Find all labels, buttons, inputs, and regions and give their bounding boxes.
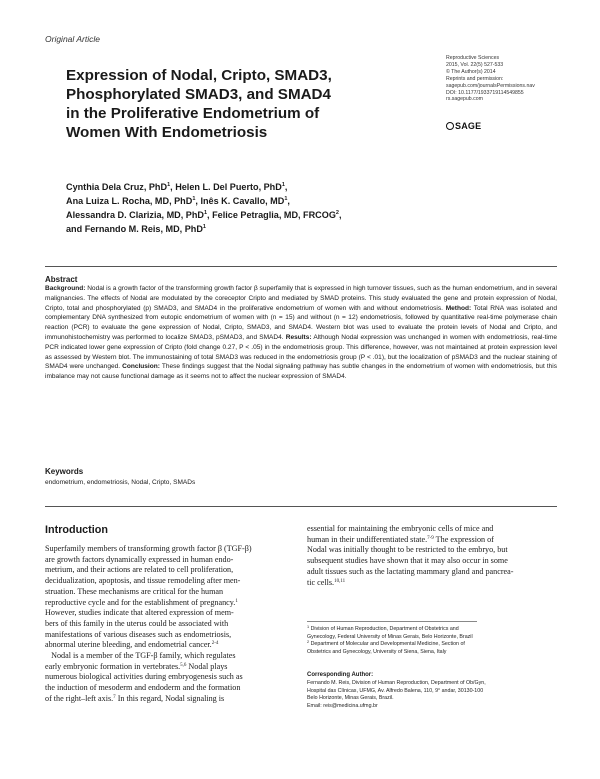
title-line: in the Proliferative Endometrium of [66, 105, 320, 122]
journal-name: Reproductive Sciences [446, 55, 500, 61]
text-line: Nodal is a member of the TGF-β family, which regulates [45, 651, 236, 661]
background-text: Nodal is a growth factor of the transforming growth factor β superfamily that is expressed in high turnover tissues, such as the human endometrium, and in several malignancies. The effects of Nodal are modulated by the coreceptor Cripto and mediated by SMAD proteins. This study evaluated the gene and protein expression of Nodal, Cripto, total and phosphorylated (p) SMAD3, and SMAD4 in the proliferative endometrium of women with and without endometriosis. [45, 285, 557, 312]
text-line: the induction of mesoderm and endoderm and the formation [45, 683, 241, 693]
author-sep: , [207, 210, 213, 220]
affiliation-line: $^2$ Department of Molecular and Developmental Medicine, Section of [307, 640, 465, 648]
title-line: Phosphorylated SMAD3, and SMAD4 [66, 86, 331, 103]
affiliations [307, 626, 559, 657]
corr-line: Hospital das Clínicas, UFMG, Av. Alfredo Balena, 110, 9° andar, 30130-100 [307, 687, 484, 694]
author-name: Cynthia Dela Cruz, PhD [66, 182, 168, 192]
author-line [66, 208, 446, 222]
text-line: Nodal was initially thought to be restricted to the embryo, but [307, 545, 508, 555]
text-line: adult tissues such as the lactating mammary gland and pancrea- [307, 566, 514, 576]
affiliation-line: Gynecology, Federal University of Minas Gerais, Belo Horizonte, Brazil [307, 633, 473, 640]
sage-logo [446, 121, 481, 131]
affiliation-sup: 1 [281, 182, 285, 188]
results-text: Although Nodal expression was unchanged in women with endometriosis, real-time PCR indicated lower gene expression of Cripto (fold change 0.27, P < .05) in the endometriosis group. This difference, however, was not maintained at protein expression level as assessed by Western blot. The immunostaining of total SMAD3 was reduced in the endometriosis group (P < .01), but the localization of pSMAD3 and the nuclear staining of SMAD4 were unchanged. [45, 333, 557, 371]
title-line: Women With Endometriosis [66, 124, 268, 141]
corresponding-author-details [307, 680, 559, 711]
author-sep: , [338, 210, 342, 220]
author-sep: , [287, 196, 290, 206]
text-line: abnormal uterine bleeding, and endometrial cancer.$^{2-4}$ [45, 640, 219, 650]
text-line: manifestations of various diseases such as endometriosis, [45, 629, 232, 639]
author-name: Helen L. Del Puerto, PhD [175, 182, 282, 192]
author-name: Ana Luiza L. Rocha, MD, PhD [66, 196, 193, 206]
text-line: decidualization, apoptosis, and tissue remodeling after men- [45, 576, 241, 586]
results-label: Results: [285, 333, 312, 341]
sage-logo-text: SAGE [455, 121, 482, 131]
text-line: However, studies indicate that altered expression of mem- [45, 608, 234, 618]
citation-sup[interactable]: 10,11 [334, 578, 346, 584]
author-name: Felice Petraglia, MD, FRCOG [212, 210, 336, 220]
method-label: Method: [445, 304, 472, 312]
affiliation-line: Obstetrics and Gynecology, University of Siena, Siena, Italy [307, 649, 447, 656]
corresponding-author-heading: Corresponding Author: [307, 672, 374, 678]
citation-sup[interactable]: 1 [235, 598, 238, 604]
introduction-right-column [307, 524, 559, 588]
copyright: © The Author(s) 2014 [446, 68, 496, 75]
reprints-label: Reprints and permission: [446, 75, 504, 82]
conclusion-label: Conclusion: [122, 363, 160, 371]
text-line: of the right–left axis.$^7$ In this regard, Nodal signaling is [45, 693, 225, 703]
citation-sup[interactable]: 5,6 [180, 662, 187, 668]
author-name: and Fernando M. Reis, MD, PhD [66, 224, 203, 234]
affiliation-sup: 1 [203, 210, 208, 216]
citation-sup[interactable]: 2-4 [211, 641, 219, 647]
conclusion-text: These findings suggest that the Nodal signaling pathway has subtle changes in the endometrium of women with endometriosis, but this imbalance may not cause functional damage as it seems not to affect the nuclear expression of SMAD4. [45, 363, 558, 381]
abstract-body [45, 284, 557, 382]
title-line: Expression of Nodal, Cripto, SMAD3, [66, 67, 332, 84]
citation-sup[interactable]: 7-9 [427, 535, 434, 541]
corr-email[interactable]: Email: reis@medicina.ufmg.br [307, 703, 378, 710]
divider [45, 266, 557, 267]
author-line [66, 194, 446, 208]
journal-meta [446, 55, 586, 103]
text-line: metrium, and their actions are related to cell proliferation, [45, 565, 234, 575]
keywords-list: endometrium, endometriosis, Nodal, Cripto, SMADs [45, 479, 196, 486]
text-line: tic cells.$^{10,11}$ [307, 577, 346, 587]
affiliation-sup: 1 [167, 182, 171, 188]
author-name: Alessandra D. Clarizia, MD, PhD [66, 210, 204, 220]
affiliation-sup: 2 [335, 210, 339, 216]
text-line: Superfamily members of transforming growth factor β (TGF-β) [45, 544, 252, 553]
text-line: are growth factors dynamically expressed in human endo- [45, 554, 234, 564]
affiliation-sup: 1 [192, 196, 196, 202]
keywords-heading: Keywords [45, 467, 84, 476]
author-line [66, 180, 446, 194]
affiliation-sup: 1 [202, 224, 206, 230]
introduction-heading: Introduction [45, 524, 108, 536]
citation-sup[interactable]: 7 [113, 694, 116, 700]
corr-line: Belo Horizonte, Minas Gerais, Brazil. [307, 695, 394, 702]
author-sep: , [170, 182, 176, 192]
text-line: numerous biological activities during embryogenesis such as [45, 672, 243, 682]
text-line: early embryonic formation in vertebrates.$^{5,6}$ Nodal plays [45, 661, 228, 671]
text-line: struation. These mechanisms are critical for the human [45, 586, 224, 596]
text-line: bers of this family in the uterus could be associated with [45, 618, 229, 628]
author-sep: , [284, 182, 288, 192]
author-line [66, 222, 446, 236]
background-label: Background: [45, 285, 86, 292]
method-text: Total RNA was isolated and complementary DNA synthesized from eutopic endometrium of women with (n = 15) and without (n = 12) endometriosis, followed by quantitative real-time polymerase chain reaction (PCR) to evaluate the gene expression of Nodal, Cripto, SMAD3, and SMAD4. Western blot was used to evaluate the protein levels of Nodal and Cripto, and immunohistochemistry was performed to localize SMAD3, pSMAD3, and SMAD4. [45, 304, 557, 341]
text-line: essential for maintaining the embryonic cells of mice and [307, 524, 494, 533]
text-line: human in their undifferentiated state.$^{7-9}$ The expression of [307, 534, 494, 544]
corr-line: Fernando M. Reis, Division of Human Reproduction, Department of Ob/Gyn, [307, 680, 486, 686]
author-name: Inês K. Cavallo, MD [200, 196, 285, 206]
article-title [66, 66, 386, 142]
text-line: subsequent studies have shown that it may also occur in some [307, 556, 508, 566]
author-list [66, 180, 446, 236]
text-line: reproductive cycle and for the establishment of pregnancy.$^1$ [45, 597, 238, 607]
affiliation-sup: 1 [284, 196, 288, 202]
author-sep: , [195, 196, 201, 206]
divider [45, 506, 557, 507]
affiliation-line: $^1$ Division of Human Reproduction, Department of Obstetrics and [307, 625, 459, 632]
sage-ring-icon [446, 122, 454, 130]
doi[interactable]: DOI: 10.1177/1933719114549855 [446, 89, 524, 96]
permissions-link[interactable]: sagepub.com/journalsPermissions.nav [446, 82, 535, 89]
journal-volume: 2015, Vol. 22(5) 527-533 [446, 61, 504, 68]
introduction-left-column [45, 544, 297, 705]
article-type-label: Original Article [45, 34, 100, 44]
journal-url[interactable]: rs.sagepub.com [446, 96, 483, 103]
footnote-divider [307, 621, 477, 622]
abstract-heading: Abstract [45, 275, 78, 284]
